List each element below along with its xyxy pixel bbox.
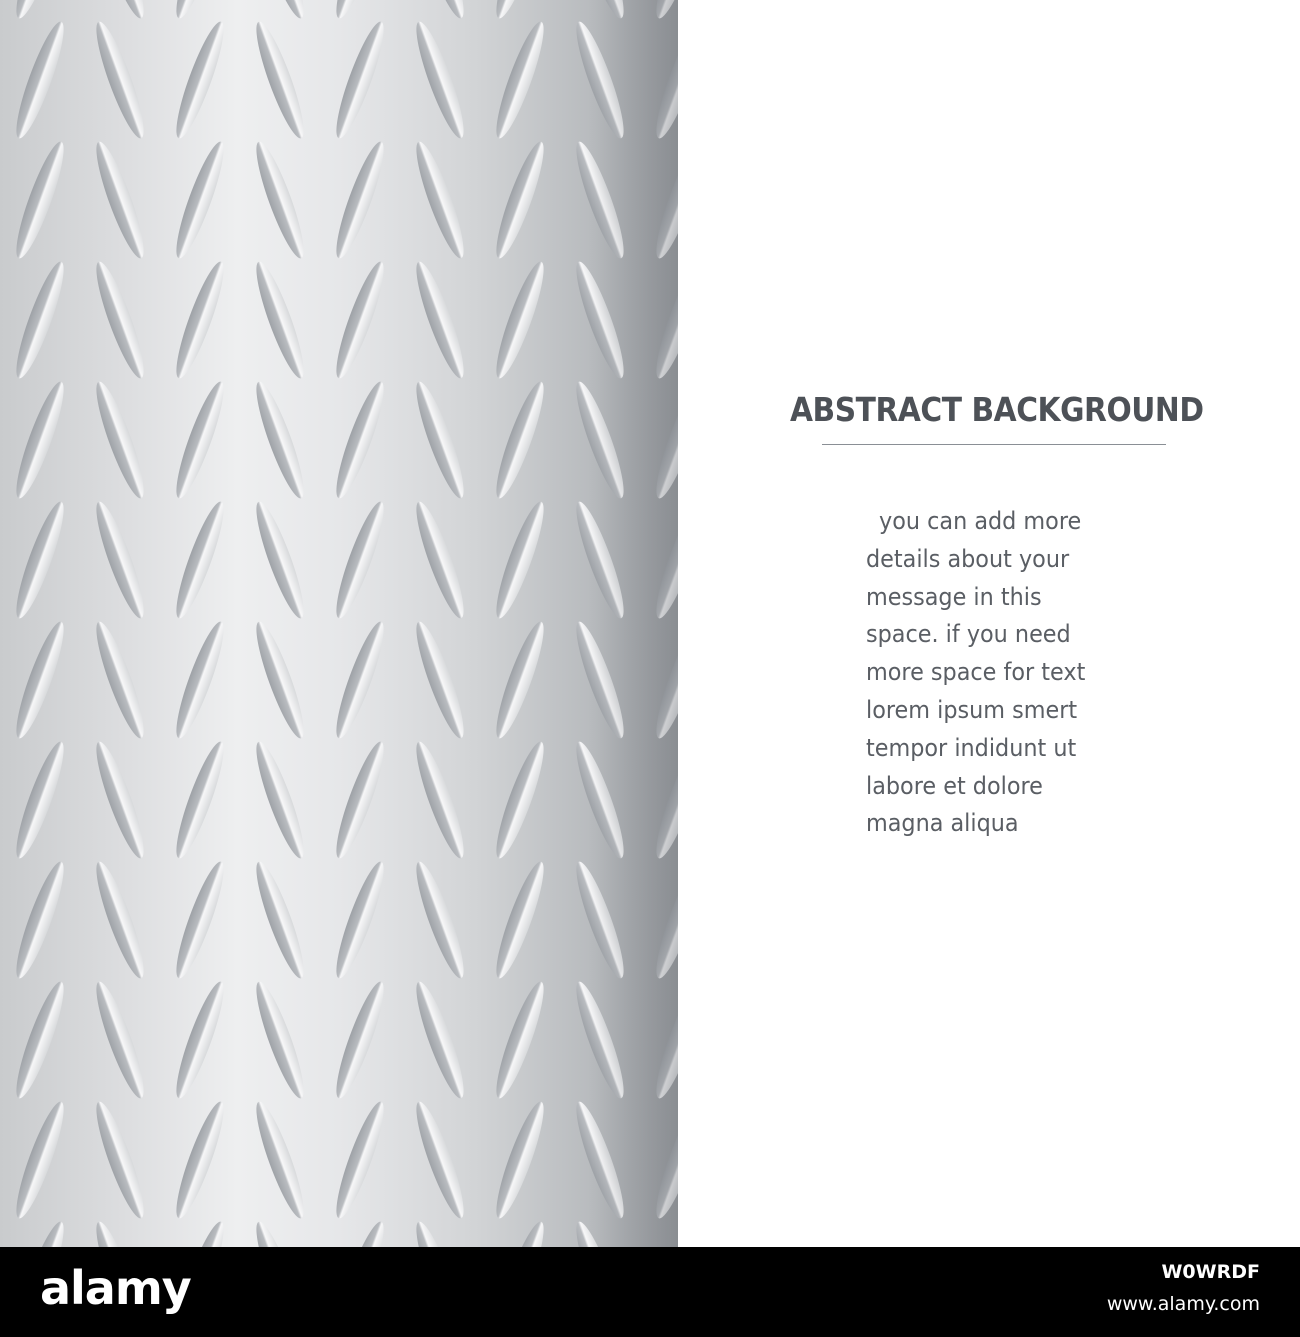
page-title: ABSTRACT BACKGROUND [790, 390, 1204, 429]
body-text [866, 503, 1166, 843]
plate-ridge [88, 138, 151, 262]
plate-ridge [88, 618, 151, 742]
title-divider [822, 444, 1166, 445]
plate-ridge [488, 378, 551, 502]
plate-ridge [568, 138, 631, 262]
plate-ridge [648, 258, 678, 382]
plate-ridge [8, 18, 71, 142]
plate-ridge [8, 978, 71, 1102]
plate-ridge [488, 0, 551, 22]
plate-ridge [248, 618, 311, 742]
plate-ridge [408, 858, 471, 982]
plate-ridge [568, 1218, 631, 1247]
plate-ridge [88, 18, 151, 142]
plate-ridge [328, 498, 391, 622]
plate-ridge [568, 858, 631, 982]
plate-ridge [568, 1098, 631, 1222]
plate-ridge [568, 258, 631, 382]
plate-ridge [568, 618, 631, 742]
plate-ridge [488, 258, 551, 382]
plate-ridge [648, 1098, 678, 1222]
plate-ridge [568, 738, 631, 862]
plate-ridge [168, 378, 231, 502]
body-line: tempor indidunt ut [866, 733, 1077, 762]
body-line: magna aliqua [866, 809, 1019, 838]
plate-ridge [488, 138, 551, 262]
plate-ridge [568, 978, 631, 1102]
plate-ridge [168, 498, 231, 622]
plate-ridge [328, 618, 391, 742]
body-line: labore et dolore [866, 771, 1043, 800]
plate-ridge [88, 858, 151, 982]
body-line: lorem ipsum smert [866, 695, 1078, 724]
plate-ridge [408, 18, 471, 142]
plate-ridge [328, 138, 391, 262]
plate-ridge [168, 138, 231, 262]
plate-ridge [8, 258, 71, 382]
plate-ridge [8, 738, 71, 862]
plate-ridge [168, 618, 231, 742]
plate-ridge [488, 978, 551, 1102]
plate-ridge [8, 618, 71, 742]
plate-ridge [168, 738, 231, 862]
plate-ridge [328, 258, 391, 382]
body-line: message in this [866, 582, 1042, 611]
image-code: W0WRDF [1161, 1261, 1260, 1283]
plate-ridge [408, 978, 471, 1102]
diamond-plate-background [0, 0, 678, 1247]
body-line: space. if you need [866, 620, 1071, 649]
plate-ridge [88, 738, 151, 862]
plate-ridge [8, 378, 71, 502]
body-line: details about your [866, 544, 1070, 573]
body-line: you can add more [879, 507, 1082, 535]
plate-ridge [168, 978, 231, 1102]
plate-ridge [168, 0, 231, 22]
plate-ridge [248, 378, 311, 502]
plate-ridge [648, 738, 678, 862]
plate-ridge [648, 1218, 678, 1247]
plate-ridge [88, 978, 151, 1102]
plate-ridge [648, 498, 678, 622]
diamond-plate-pattern [0, 0, 678, 1247]
plate-ridge [168, 1098, 231, 1222]
plate-ridge [408, 498, 471, 622]
plate-ridge [648, 618, 678, 742]
plate-ridge [8, 1218, 71, 1247]
plate-ridge [88, 258, 151, 382]
plate-ridge [248, 978, 311, 1102]
plate-ridge [328, 18, 391, 142]
plate-ridge [488, 498, 551, 622]
plate-ridge [408, 1218, 471, 1247]
plate-ridge [488, 618, 551, 742]
plate-ridge [568, 0, 631, 22]
plate-ridge [408, 1098, 471, 1222]
plate-ridge [88, 0, 151, 22]
plate-ridge [488, 738, 551, 862]
plate-ridge [88, 1218, 151, 1247]
plate-ridge [568, 18, 631, 142]
plate-ridge [648, 378, 678, 502]
plate-ridge [8, 0, 71, 22]
plate-ridge [408, 378, 471, 502]
site-url: www.alamy.com [1106, 1293, 1260, 1315]
plate-ridge [248, 738, 311, 862]
plate-ridge [488, 1098, 551, 1222]
plate-ridge [648, 0, 678, 22]
plate-ridge [248, 1098, 311, 1222]
plate-ridge [248, 1218, 311, 1247]
plate-ridge [168, 1218, 231, 1247]
plate-ridge [328, 738, 391, 862]
plate-ridge [568, 498, 631, 622]
plate-ridge [248, 498, 311, 622]
footer-bar [0, 1247, 1300, 1337]
plate-ridge [488, 18, 551, 142]
plate-ridge [8, 858, 71, 982]
plate-ridge [648, 138, 678, 262]
plate-ridge [248, 0, 311, 22]
plate-ridge [408, 258, 471, 382]
plate-ridge [328, 378, 391, 502]
plate-ridge [328, 1218, 391, 1247]
alamy-logo: alamy [40, 1261, 191, 1315]
plate-ridge [648, 978, 678, 1102]
plate-ridge [248, 18, 311, 142]
plate-ridge [488, 1218, 551, 1247]
plate-ridge [168, 258, 231, 382]
plate-ridge [648, 18, 678, 142]
plate-ridge [88, 378, 151, 502]
plate-ridge [8, 1098, 71, 1222]
plate-ridge [88, 498, 151, 622]
plate-ridge [408, 0, 471, 22]
plate-ridge [168, 18, 231, 142]
plate-ridge [328, 858, 391, 982]
plate-ridge [648, 858, 678, 982]
plate-ridge [168, 858, 231, 982]
body-line: more space for text [866, 658, 1086, 687]
plate-ridge [8, 138, 71, 262]
plate-ridge [488, 858, 551, 982]
plate-ridge [408, 138, 471, 262]
plate-ridge [248, 138, 311, 262]
plate-ridge [408, 738, 471, 862]
plate-ridge [328, 0, 391, 22]
plate-ridge [8, 498, 71, 622]
plate-ridge [328, 978, 391, 1102]
plate-ridge [408, 618, 471, 742]
plate-ridge [328, 1098, 391, 1222]
plate-ridge [248, 858, 311, 982]
plate-ridge [248, 258, 311, 382]
plate-ridge [568, 378, 631, 502]
plate-ridge [88, 1098, 151, 1222]
